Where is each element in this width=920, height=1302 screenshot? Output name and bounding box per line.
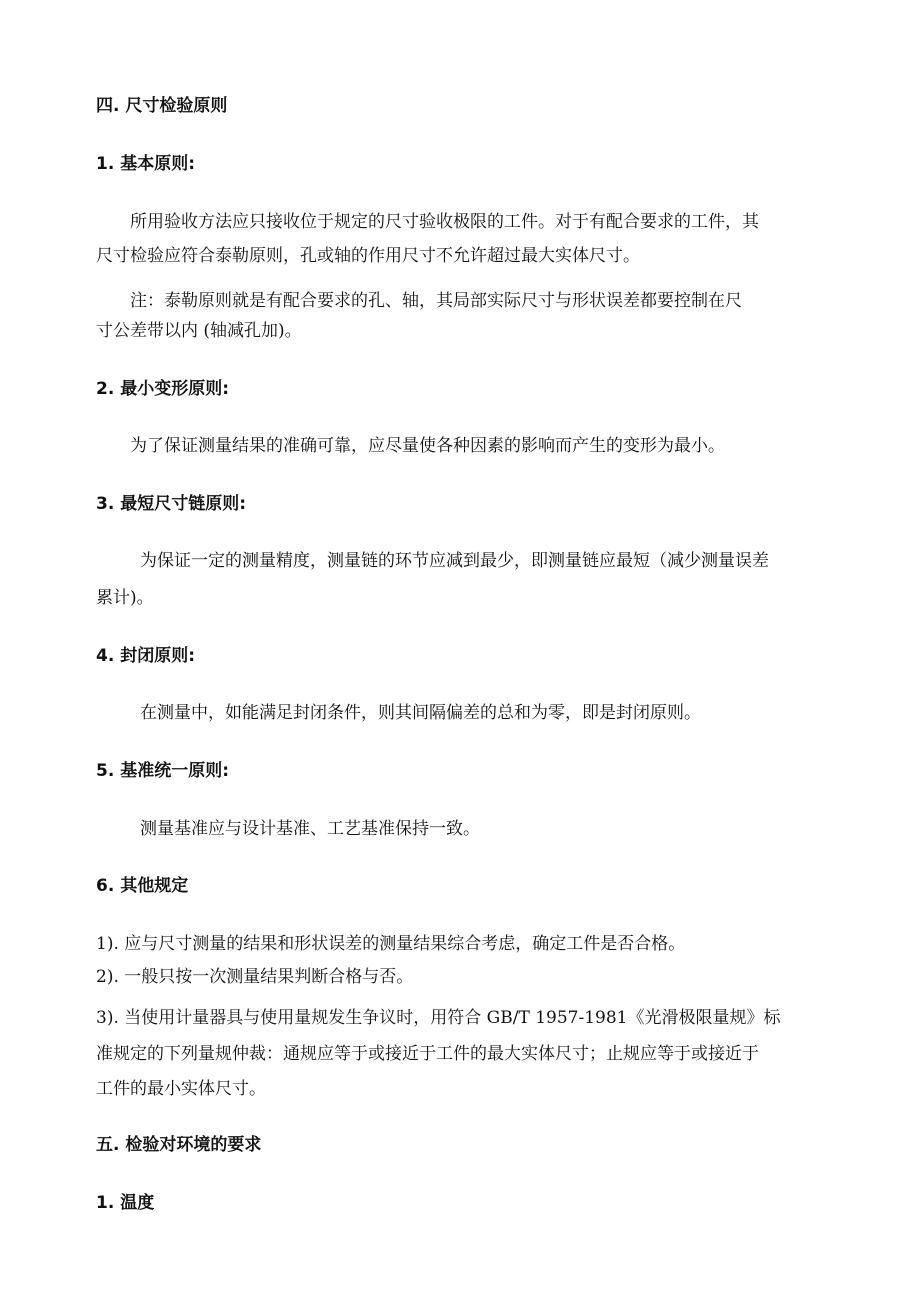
item-6-rule-3-line-3: 工件的最小实体尺寸。 — [96, 1079, 266, 1099]
item-1-heading: 1. 基本原则: — [96, 154, 196, 174]
item-6-rule-1: 1). 应与尺寸测量的结果和形状误差的测量结果综合考虑，确定工件是否合格。 — [96, 934, 686, 954]
item-1-paragraph-line-1: 所用验收方法应只接收位于规定的尺寸验收极限的工件。对于有配合要求的工件，其 — [130, 212, 759, 232]
item-5-paragraph: 测量基准应与设计基准、工艺基准保持一致。 — [140, 819, 480, 839]
item-1-note-line-1: 注：泰勒原则就是有配合要求的孔、轴，其局部实际尺寸与形状误差都要控制在尺 — [130, 291, 742, 311]
item-1-note-line-2: 寸公差带以内 (轴减孔加)。 — [96, 321, 302, 341]
item-6-rule-2: 2). 一般只按一次测量结果判断合格与否。 — [96, 967, 414, 987]
item-6-rule-3-line-2: 准规定的下列量规仲裁：通规应等于或接近于工件的最大实体尺寸；止规应等于或接近于 — [96, 1044, 759, 1064]
section-5-title: 五. 检验对环境的要求 — [96, 1135, 262, 1155]
item-3-heading: 3. 最短尺寸链原则: — [96, 494, 247, 514]
section-5-item-1-heading: 1. 温度 — [96, 1193, 155, 1213]
section-4-title: 四. 尺寸检验原则 — [96, 96, 228, 116]
item-3-paragraph-line-1: 为保证一定的测量精度，测量链的环节应减到最少，即测量链应最短（减少测量误差 — [140, 551, 769, 571]
item-6-rule-3-line-1: 3). 当使用计量器具与使用量规发生争议时，用符合 GB/T 1957-1981《光滑极限量规》标 — [96, 1008, 781, 1028]
item-3-paragraph-line-2: 累计)。 — [96, 588, 154, 608]
item-4-paragraph: 在测量中，如能满足封闭条件，则其间隔偏差的总和为零，即是封闭原则。 — [140, 703, 701, 723]
item-5-heading: 5. 基准统一原则: — [96, 761, 230, 781]
item-2-heading: 2. 最小变形原则: — [96, 379, 230, 399]
item-1-paragraph-line-2: 尺寸检验应符合泰勒原则，孔或轴的作用尺寸不允许超过最大实体尺寸。 — [96, 246, 640, 266]
item-2-paragraph: 为了保证测量结果的准确可靠，应尽量使各种因素的影响而产生的变形为最小。 — [130, 436, 725, 456]
item-6-heading: 6. 其他规定 — [96, 876, 189, 896]
item-4-heading: 4. 封闭原则: — [96, 646, 196, 666]
